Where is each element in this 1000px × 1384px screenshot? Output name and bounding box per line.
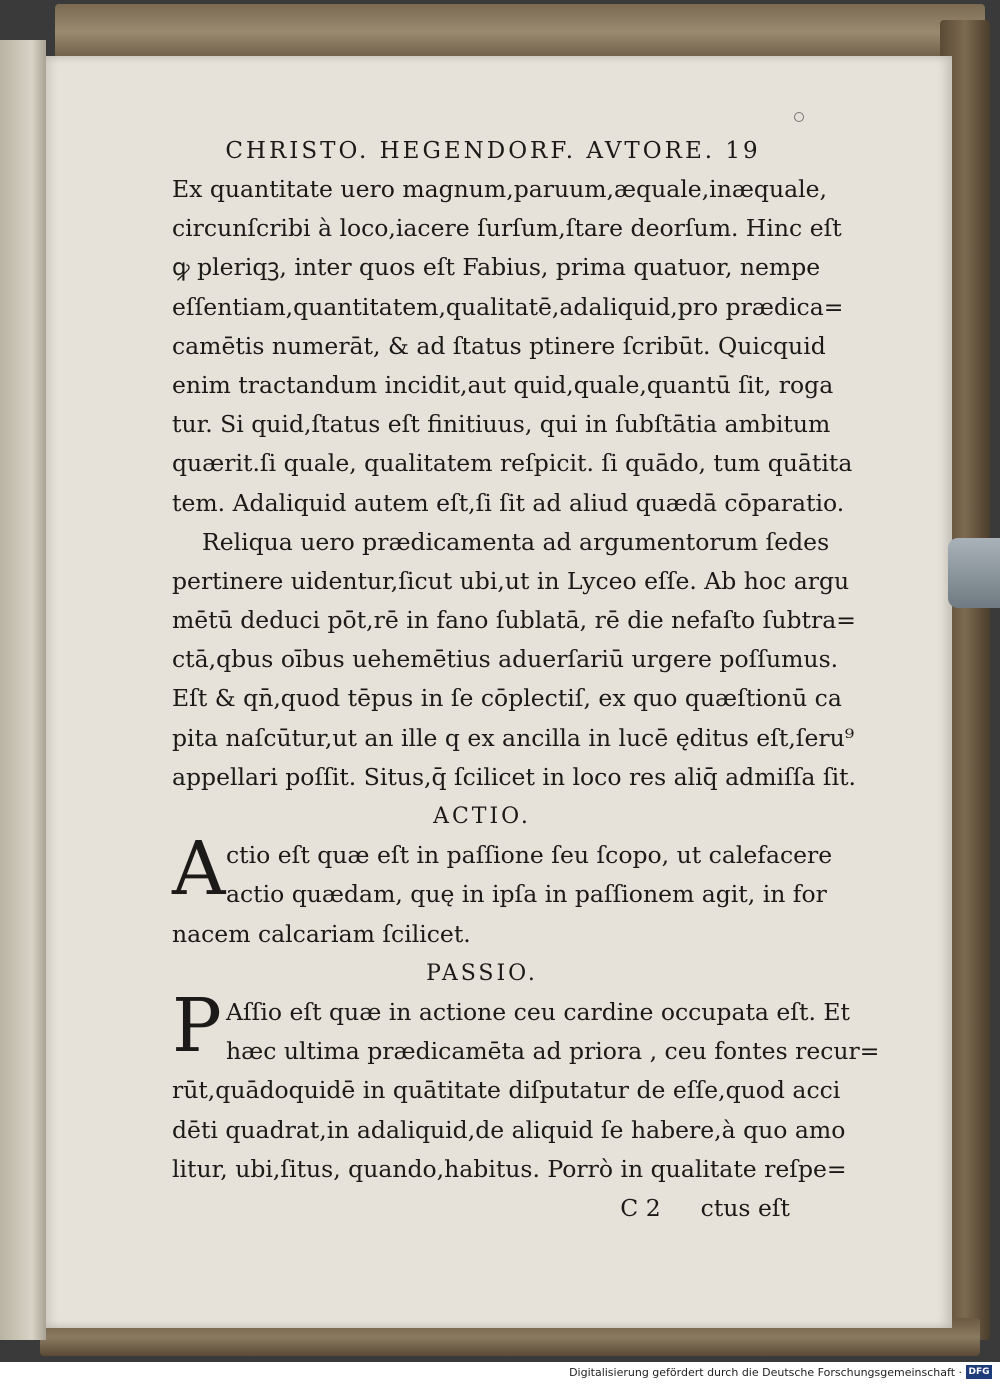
drop-cap: P <box>172 982 222 1069</box>
text-line: Eſt & qn̄,quod tēpus in ſe cōplectiſ, ex quo quæſtionū ca <box>172 684 842 713</box>
text-line: litur, ubi,ſitus, quando,habitus. Porrò in qualitate reſpe= <box>172 1154 847 1183</box>
text-line: tur. Si quid,ſtatus eſt finitiuus, qui in ſubſtātia ambitum <box>172 410 831 439</box>
text-line: ꝙ pleriqꝫ, inter quos eſt Fabius, prima quatuor, nempe <box>172 253 821 282</box>
signature-mark: C 2 <box>620 1193 661 1222</box>
text-line: pertinere uidentur,ſicut ubi,ut in Lyceo eſſe. Ab hoc argu <box>172 566 850 595</box>
catchword-line <box>172 1189 792 1228</box>
text-line: dēti quadrat,in adaliquid,de aliquid ſe habere,à quo amo <box>172 1115 846 1144</box>
text-line: circunſcribi à loco,iacere ſurſum,ſtare deorſum. Hinc eſt <box>172 214 842 243</box>
catchword: ctus eſt <box>700 1193 790 1222</box>
text-line: actio quædam, quę in ipſa in paſſionem agit, in for <box>226 880 827 909</box>
book-cover-top <box>55 4 985 60</box>
text-line: nacem calcariam ſcilicet. <box>172 919 471 948</box>
text-line: ctio eſt quæ eſt in paſſione ſeu ſcopo, ut calefacere <box>226 841 833 870</box>
text-line: pita naſcūtur,ut an ille q ex ancilla in lucē ęditus eſt,ſeru⁹ <box>172 723 855 752</box>
text-line: rūt,quādoquidē in quātitate diſputatur de eſſe,quod acci <box>172 1076 841 1105</box>
section-heading-passio: PASSIO. <box>426 960 538 986</box>
page-clip <box>948 538 1000 608</box>
dfg-logo: DFG <box>966 1365 992 1379</box>
text-line: enim tractandum incidit,aut quid,quale,quantū ſit, roga <box>172 370 834 399</box>
left-page-edge <box>0 40 46 1340</box>
text-line: mētū deduci pōt,rē in fano ſublatā, rē die nefaſto ſubtra= <box>172 606 856 635</box>
text-line: Reliqua uero prædicamenta ad argumentorum ſedes <box>202 527 830 556</box>
section-passio <box>172 982 880 1189</box>
running-title: CHRISTO. HEGENDORF. AVTORE. <box>225 138 716 164</box>
section-actio <box>172 826 833 954</box>
text-line: Ex quantitate uero magnum,paruum,æquale,inæquale, <box>172 175 827 203</box>
paragraph-1 <box>172 170 853 523</box>
text-line: Aſſio eſt quæ in actione ceu cardine occupata eſt. Et <box>226 997 850 1026</box>
section-heading-actio: ACTIO. <box>433 804 531 829</box>
text-line: tem. Adaliquid autem eſt,ſi ſit ad aliud quædā cōparatio. <box>172 488 845 517</box>
text-line: appellari poſſit. Situs,q̄ ſcilicet in loco res aliq̄ admiſſa ſit. <box>172 762 857 791</box>
running-header <box>172 132 792 170</box>
footer-bar <box>0 1362 1000 1384</box>
funding-credit: Digitalisierung gefördert durch die Deutsche Forschungsgemeinschaft · <box>569 1366 962 1379</box>
text-line: hæc ultima prædicamēta ad priora , ceu fontes recur= <box>226 1037 880 1066</box>
text-line: quærit.ſi quale, qualitatem reſpicit. ſi quādo, tum quātita <box>172 449 853 478</box>
text-line: eſſentiam,quantitatem,qualitatē,adaliquid,pro prædica= <box>172 292 844 321</box>
text-line: ctā,qbus oībus uehemētius aduerſariū urgere poſſumus. <box>172 645 839 674</box>
text-line: camētis numerāt, & ad ſtatus ptinere ſcribūt. Quicquid <box>172 331 826 360</box>
drop-cap: A <box>172 826 226 913</box>
paragraph-2 <box>172 523 857 797</box>
page-mark <box>794 112 804 122</box>
page-text <box>172 132 880 1228</box>
page-number: 19 <box>725 138 761 164</box>
